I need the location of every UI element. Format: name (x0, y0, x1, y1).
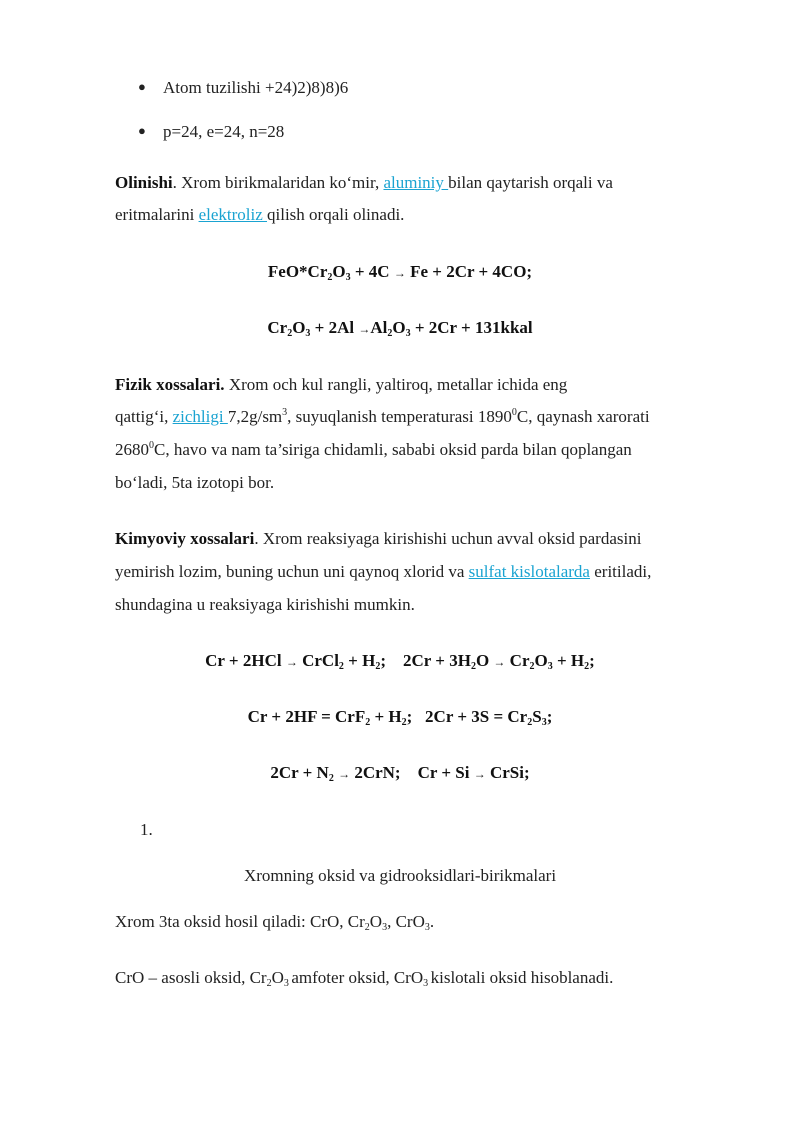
fizik-text: C, havo va nam ta’siriga chidamli, sababi oksid parda bilan qoplangan (154, 440, 632, 459)
equation-row-2: $Cr + 2HF = CrF_2 + H_2$; $2Cr + 3S = Cr_2S_3$; (247, 707, 553, 728)
aluminiy-link[interactable]: aluminiy (383, 173, 449, 192)
zichligi-link[interactable]: zichligi (172, 407, 228, 426)
kimyoviy-line-2 (115, 561, 651, 583)
olinishi-text: eritmalarini (115, 205, 199, 224)
kimyoviy-line-1 (115, 528, 641, 550)
section-title: Xromning oksid va gidrooksidlari-birikmalari (243, 866, 557, 885)
fizik-text: 2680 (115, 440, 149, 459)
olinishi-text: bilan qaytarish orqali va (448, 173, 613, 192)
bullet-dot: ● (138, 123, 146, 138)
equation-row-1: Cr + 2HCl → CrCl$_2$ + $H_2$; $2Cr + 3H_2O \to Cr_2O_3 + H_2$; (205, 651, 595, 672)
fizik-text: , suyuqlanish temperaturasi 1890 (287, 407, 512, 426)
olinishi-line-1 (115, 172, 613, 194)
kimyoviy-text: . Xrom reaksiyaga kirishishi uchun avval oksid pardasini (254, 529, 642, 548)
fizik-heading: Fizik xossalari. (115, 375, 225, 394)
bullet-item-atom-structure: Atom tuzilishi +24)2)8)8)6 (163, 78, 349, 97)
fizik-text: 7,2g/sm (227, 407, 283, 426)
fizik-text: qattig‘i, (115, 407, 173, 426)
kimyoviy-text: eritiladi, (589, 562, 652, 581)
sulfat-kislotalarda-link[interactable]: sulfat kislotalarda (468, 562, 590, 581)
bullet-dot: ● (138, 79, 146, 94)
fizik-line-1 (115, 374, 567, 396)
fizik-line-3: 2680$^0$C, havo va nam ta’siriga chidamli, sababi oksid parda bilan qoplangan (115, 440, 632, 459)
elektroliz-link[interactable]: elektroliz (198, 205, 268, 224)
kimyoviy-line-3: shundagina u reaksiyaga kirishishi mumkin. (115, 595, 415, 614)
oxides-types-line: CrO – asosli oksid, $Cr_2O_3$ amfoter oksid, CrO$_3$ kislotali oksid hisoblanadi. (115, 968, 614, 989)
equation-cr2o3-al: $Cr_2O_3 + 2Al \to Al_2O_3 + 2Cr$ + 131kkal (267, 318, 533, 339)
numbered-list-item: 1. (140, 820, 153, 839)
fizik-text: C, qaynash xarorati (516, 407, 650, 426)
fizik-line-4: bo‘ladi, 5ta izotopi bor. (115, 473, 275, 492)
fizik-line-2: qattig‘i, zichligi $7,2g/sm^3$, suyuqlanish temperaturasi 1890$^0$C, qaynash xarorati (115, 407, 650, 426)
kimyoviy-text: yemirish lozim, buning uchun uni qaynoq xlorid va (115, 562, 469, 581)
olinishi-text: . Xrom birikmalaridan ko‘mir, (172, 173, 384, 192)
oxides-line: Xrom 3ta oksid hosil qiladi: CrO, $Cr_2O_3$, CrO$_3$. (115, 912, 435, 933)
bullet-item-particles: p=24, e=24, n=28 (163, 122, 285, 141)
olinishi-text: qilish orqali olinadi. (267, 205, 405, 224)
olinishi-heading: Olinishi (115, 173, 173, 192)
kimyoviy-heading: Kimyoviy xossalari (115, 529, 255, 548)
equation-feo-cr2o3: $FeO*Cr_2O_3 + 4C \to Fe + 2Cr + 4CO$; (267, 262, 533, 283)
fizik-text: Xrom och kul rangli, yaltiroq, metallar ichida eng (224, 375, 568, 394)
olinishi-line-2 (115, 204, 404, 226)
equation-row-3: $2Cr + N_2 \to 2CrN$; Cr + Si → CrSi; (270, 763, 530, 784)
